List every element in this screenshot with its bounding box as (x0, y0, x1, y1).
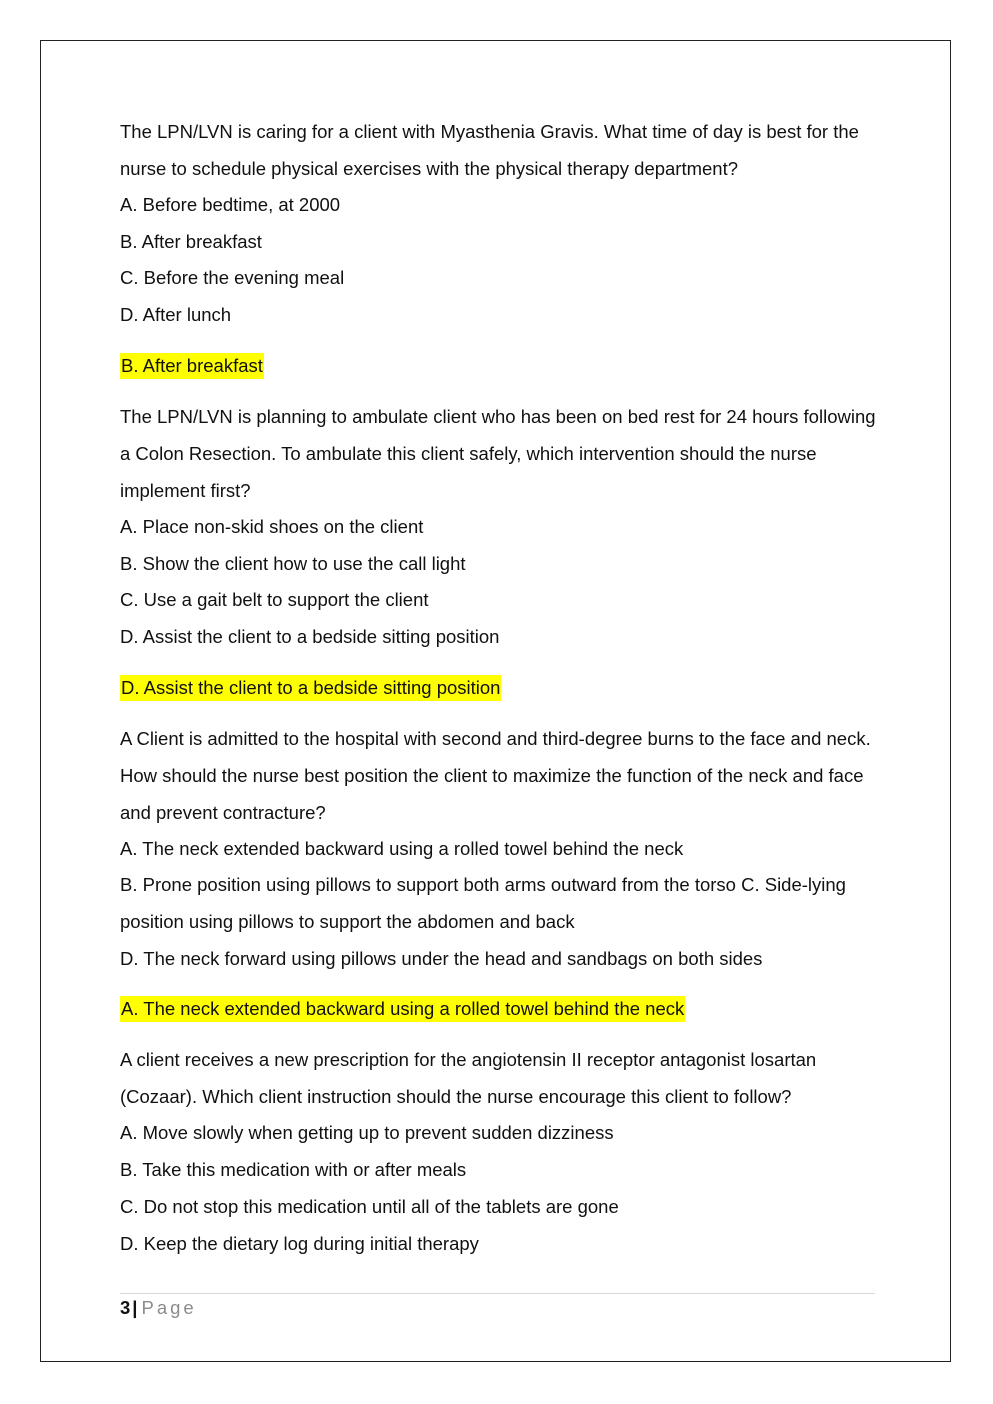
option-a: A. Move slowly when getting up to prevent sudden dizziness (120, 1122, 614, 1144)
option-a: A. Place non-skid shoes on the client (120, 515, 424, 537)
page-footer (120, 1296, 197, 1320)
option-a: A. Before bedtime, at 2000 (120, 194, 341, 215)
question-4 (120, 1041, 880, 1262)
answer-3 (120, 991, 880, 1027)
highlighted-answer: B. After breakfast (120, 353, 264, 379)
option-b: B. Show the client how to use the call light (120, 552, 466, 574)
page-label: Page (141, 1297, 197, 1318)
question-stem: The LPN/LVN is caring for a client with Myasthenia Gravis. What time of day is best for the nurse to schedule physical exercises with the physical therapy department? (120, 121, 859, 179)
answer-2 (120, 670, 880, 706)
page-number: 3 (120, 1297, 131, 1318)
document-body (120, 113, 880, 1276)
question-stem: A client receives a new prescription for the angiotensin II receptor antagonist losartan (Cozaar). Which client instruction should the nurse encourage this client to follow? (120, 1049, 817, 1108)
question-stem: A Client is admitted to the hospital with second and third-degree burns to the face and neck. How should the nurse best position the client to maximize the function of the neck and face and prevent contracture? (120, 727, 871, 823)
question-3 (120, 720, 880, 978)
option-b-c: B. Prone position using pillows to support both arms outward from the torso C. Side-lying position using pillows to support the abdomen and back (120, 874, 846, 933)
option-c: C. Before the evening meal (120, 267, 345, 289)
option-b: B. After breakfast (120, 230, 262, 252)
answer-1 (120, 348, 880, 384)
option-d: D. Keep the dietary log during initial therapy (120, 1232, 479, 1254)
option-a: A. The neck extended backward using a rolled towel behind the neck (120, 837, 684, 859)
question-2 (120, 398, 880, 656)
option-c: C. Use a gait belt to support the client (120, 589, 429, 611)
option-d: D. The neck forward using pillows under the head and sandbags on both sides (120, 947, 763, 969)
option-c: C. Do not stop this medication until all of the tablets are gone (120, 1195, 619, 1217)
footer-separator: | (132, 1297, 138, 1318)
option-d: D. Assist the client to a bedside sitting position (120, 625, 500, 647)
highlighted-answer: D. Assist the client to a bedside sitting position (120, 675, 501, 701)
highlighted-answer: A. The neck extended backward using a rolled towel behind the neck (120, 996, 685, 1022)
question-stem: The LPN/LVN is planning to ambulate client who has been on bed rest for 24 hours following a Colon Resection. To ambulate this client safely, which intervention should the nurse implement first? (120, 405, 876, 501)
option-b: B. Take this medication with or after meals (120, 1159, 467, 1181)
footer-divider (120, 1293, 875, 1294)
question-1 (120, 113, 880, 334)
option-d: D. After lunch (120, 304, 232, 326)
